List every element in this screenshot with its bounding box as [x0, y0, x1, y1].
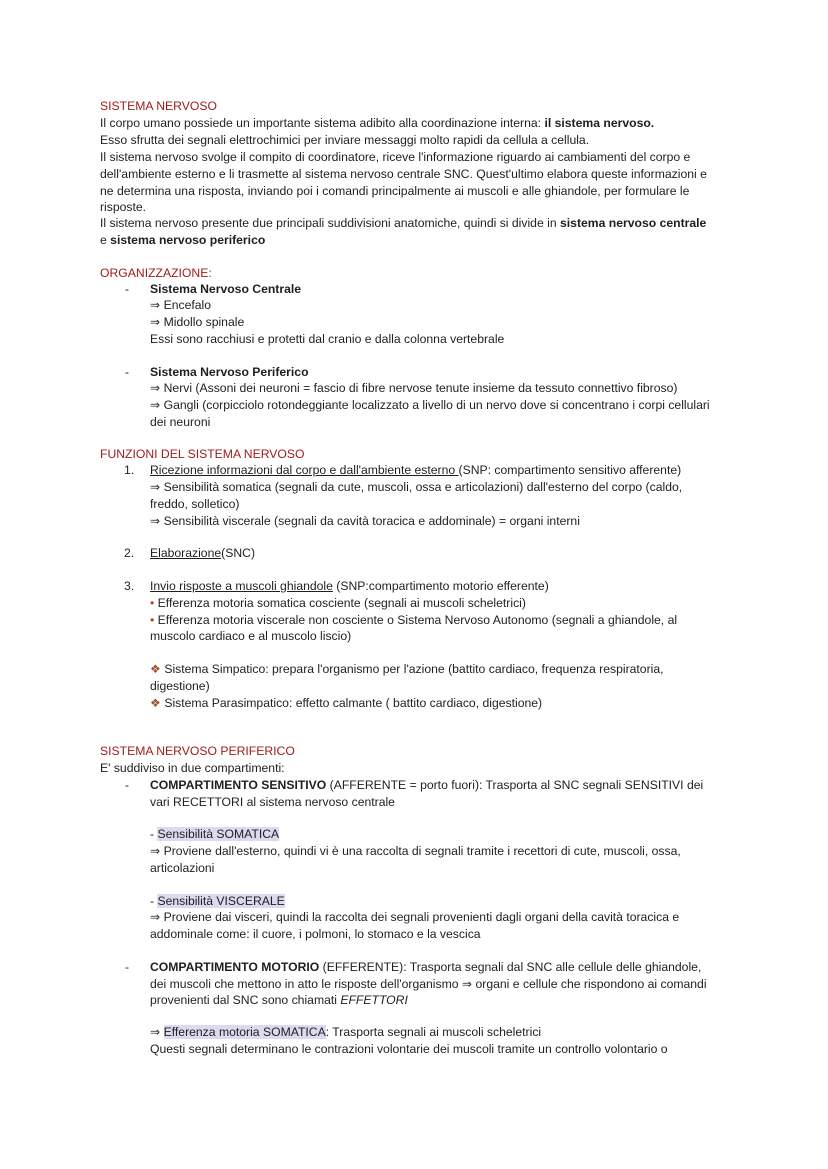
highlighted-text: Efferenza motoria SOMATICA	[163, 1025, 326, 1039]
list-item	[150, 479, 682, 495]
text: : Trasporta segnali ai muscoli scheletrici	[325, 1025, 542, 1039]
text: Sistema Parasimpatico: effetto calmante ( battito cardiaco, digestione)	[164, 696, 543, 710]
bold-text: COMPARTIMENTO MOTORIO	[150, 960, 320, 974]
text: Sensibilità viscerale (segnali da cavità toracica e addominale) = organi interni	[163, 514, 580, 528]
paragraph-line	[100, 232, 265, 248]
arrow-icon: ⇒	[150, 844, 161, 858]
bold-text: sistema nervoso periferico	[110, 233, 266, 247]
paragraph-line: E' suddiviso in due compartimenti:	[100, 761, 285, 775]
list-item	[150, 578, 549, 594]
list-item	[150, 380, 677, 396]
text: (AFFERENTE = porto fuori): Trasporta al SNC segnali SENSITIVI dei	[326, 778, 704, 792]
bold-text: Sistema Nervoso Centrale	[150, 282, 302, 296]
list-item: muscolo cardiaco e al muscolo liscio)	[150, 629, 352, 643]
paragraph-line: Esso sfrutta dei segnali elettrochimici per inviare messaggi molto rapidi da cellula a cellula.	[100, 133, 590, 147]
paragraph-line: Il sistema nervoso svolge il compito di coordinatore, riceve l'informazione riguardo ai cambiamenti del corpo e	[100, 150, 691, 164]
list-item	[150, 297, 211, 313]
list-dash: -	[125, 282, 130, 296]
list-item	[150, 909, 679, 925]
arrow-icon: ⇒	[150, 298, 161, 312]
section-heading-snp: SISTEMA NERVOSO PERIFERICO	[100, 744, 295, 758]
bullet-icon: •	[150, 613, 155, 627]
text: (SNC)	[221, 546, 256, 560]
list-item: digestione)	[150, 679, 210, 693]
list-item: dei muscoli che mettono in atto le risposte dell'organismo ⇒ organi e cellule che rispondono ai comandi	[150, 977, 707, 991]
text: Efferenza motoria somatica cosciente (segnali ai muscoli scheletrici)	[157, 596, 526, 610]
list-item	[150, 462, 681, 478]
list-item	[150, 777, 703, 793]
list-dash: -	[125, 778, 130, 792]
text: Efferenza motoria viscerale non cosciente o Sistema Nervoso Autonomo (segnali a ghiandole, al	[157, 613, 678, 627]
section-heading-sistema-nervoso: SISTEMA NERVOSO	[100, 99, 217, 113]
text: e	[100, 233, 111, 247]
bold-text: COMPARTIMENTO SENSITIVO	[150, 778, 327, 792]
text: Sensibilità somatica (segnali da cute, muscoli, ossa e articolazioni) dall'esterno del corpo (caldo,	[163, 480, 683, 494]
highlighted-text: Sensibilità VISCERALE	[157, 894, 285, 908]
list-item	[150, 1024, 541, 1040]
bold-text: il sistema nervoso.	[544, 116, 655, 130]
list-item: Essi sono racchiusi e protetti dal cranio e dalla colonna vertebrale	[150, 332, 505, 346]
list-item: vari RECETTORI al sistema nervoso centrale	[150, 795, 395, 809]
list-number: 1.	[124, 463, 135, 477]
text: provenienti dal SNC sono chiamati	[150, 993, 341, 1007]
list-item	[150, 661, 664, 677]
section-heading-funzioni: FUNZIONI DEL SISTEMA NERVOSO	[100, 447, 305, 461]
list-item: Questi segnali determinano le contrazioni volontarie dei muscoli tramite un controllo volontario o	[150, 1042, 668, 1056]
text: (SNP: compartimento sensitivo afferente)	[458, 463, 682, 477]
arrow-icon: ⇒	[150, 1025, 161, 1039]
section-heading-organizzazione: ORGANIZZAZIONE:	[100, 266, 212, 280]
list-item	[150, 545, 255, 561]
list-item: articolazioni	[150, 861, 215, 875]
list-item	[150, 513, 580, 529]
list-item-title	[150, 364, 309, 380]
diamond-bullet-icon: ❖	[150, 696, 161, 710]
list-dash: -	[125, 960, 130, 974]
underlined-text: Invio risposte a muscoli ghiandole	[150, 579, 333, 593]
list-item: addominale come: il cuore, i polmoni, lo stomaco e la vescica	[150, 927, 481, 941]
arrow-icon: ⇒	[150, 910, 161, 924]
list-item	[150, 992, 408, 1008]
text: Encefalo	[163, 298, 212, 312]
list-dash: -	[125, 365, 130, 379]
text: (SNP:compartimento motorio efferente)	[332, 579, 549, 593]
highlighted-text: Sensibilità SOMATICA	[157, 827, 280, 841]
diamond-bullet-icon: ❖	[150, 662, 161, 676]
arrow-icon: ⇒	[150, 480, 161, 494]
text: (EFFERENTE): Trasporta segnali dal SNC alle cellule delle ghiandole,	[319, 960, 702, 974]
text: Proviene dall'esterno, quindi vi è una raccolta di segnali tramite i recettori di cute, muscoli, ossa,	[163, 844, 681, 858]
arrow-icon: ⇒	[150, 398, 161, 412]
paragraph-line	[100, 115, 654, 131]
list-item	[150, 959, 701, 975]
list-item	[150, 695, 542, 711]
paragraph-line: dell'ambiente esterno e li trasmette al sistema nervoso centrale SNC. Quest'ultimo elabora queste informazioni e	[100, 167, 707, 181]
text: Gangli (corpicciolo rotondeggiante localizzato a livello di un nervo dove si concentrano i corpi cellulari	[163, 398, 710, 412]
text: Midollo spinale	[163, 315, 245, 329]
list-item	[150, 595, 526, 611]
arrow-icon: ⇒	[150, 315, 161, 329]
list-item: dei neuroni	[150, 415, 211, 429]
list-item	[150, 397, 710, 413]
text: Proviene dai visceri, quindi la raccolta dei segnali provenienti dagli organi della cavità toracica e	[163, 910, 680, 924]
arrow-icon: ⇒	[150, 381, 161, 395]
text: Nervi (Assoni dei neuroni = fascio di fibre nervose tenute insieme da tessuto connettivo fibroso)	[163, 381, 678, 395]
paragraph-line	[100, 215, 706, 231]
list-item-title	[150, 281, 301, 297]
text: Sistema Simpatico: prepara l'organismo per l'azione (battito cardiaco, frequenza respiratoria,	[164, 662, 664, 676]
text: Il sistema nervoso presente due principali suddivisioni anatomiche, quindi si divide in	[100, 216, 560, 230]
text: -	[150, 894, 158, 908]
list-item	[150, 612, 677, 628]
list-item	[150, 314, 244, 330]
arrow-icon: ⇒	[150, 514, 161, 528]
list-item	[150, 826, 279, 842]
list-number: 3.	[124, 579, 135, 593]
list-item: freddo, solletico)	[150, 497, 240, 511]
text: Il corpo umano possiede un importante sistema adibito alla coordinazione interna:	[100, 116, 545, 130]
bullet-icon: •	[150, 596, 155, 610]
italic-text: EFFETTORI	[340, 993, 408, 1007]
bold-text: Sistema Nervoso Periferico	[150, 365, 309, 379]
paragraph-line: ne determina una risposta, inviando poi i comandi principalmente ai muscoli e alle ghiandole, per formulare le	[100, 184, 690, 198]
list-item	[150, 893, 285, 909]
underlined-text: Elaborazione	[150, 546, 222, 560]
text: -	[150, 827, 158, 841]
paragraph-line: risposte.	[100, 200, 147, 214]
list-number: 2.	[124, 546, 135, 560]
list-item	[150, 843, 681, 859]
underlined-text: Ricezione informazioni dal corpo e dall'ambiente esterno	[150, 463, 459, 477]
bold-text: sistema nervoso centrale	[560, 216, 707, 230]
